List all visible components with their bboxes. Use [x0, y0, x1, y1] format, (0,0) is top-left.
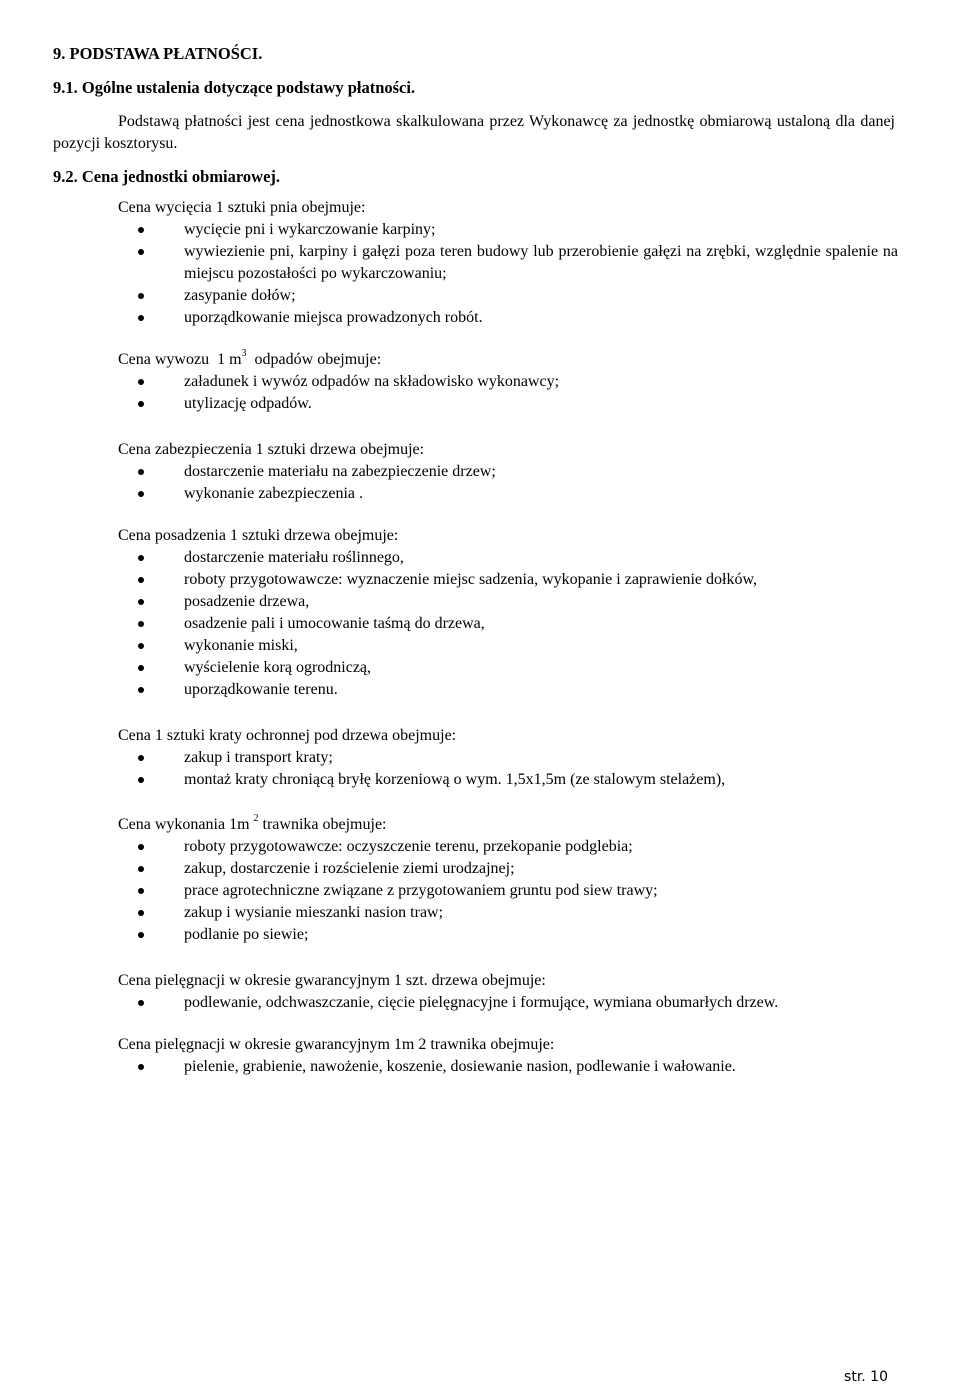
item-list: [118, 1056, 898, 1078]
intro-paragraph: Podstawą płatności jest cena jednostkowa skalkulowana przez Wykonawcę za jednostkę obmiarową ustaloną dla danej pozycji kosztorysu.: [53, 113, 895, 152]
price-section-stump-removal: [118, 197, 898, 329]
list-item: załadunek i wywóz odpadów na składowisko wykonawcy;: [118, 371, 898, 393]
price-section-tree-protection: [118, 439, 898, 505]
list-item: roboty przygotowawcze: wyznaczenie miejsc sadzenia, wykopanie i zaprawienie dołków,: [118, 569, 898, 591]
bullet-icon: [138, 249, 144, 255]
subsection-heading-general: 9.1. Ogólne ustalenia dotyczące podstawy płatności.: [53, 78, 416, 97]
subsection-heading-unit-price: 9.2. Cena jednostki obmiarowej.: [53, 167, 281, 186]
item-list: [118, 371, 898, 415]
bullet-icon: [138, 315, 144, 321]
item-list: [118, 219, 898, 329]
item-list: [118, 747, 898, 791]
bullet-icon: [138, 910, 144, 916]
bullet-icon: [138, 643, 144, 649]
section-title: Cena wywozu 1 $m^3$ odpadów obejmuje:: [118, 347, 382, 368]
bullet-icon: [138, 469, 144, 475]
bullet-icon: [138, 379, 144, 385]
price-section-waste-removal: [118, 349, 898, 415]
list-item: dostarczenie materiału na zabezpieczenie drzew;: [118, 461, 898, 483]
bullet-icon: [138, 293, 144, 299]
bullet-icon: [138, 1000, 144, 1006]
bullet-icon: [138, 932, 144, 938]
bullet-icon: [138, 227, 144, 233]
item-list: [118, 547, 898, 701]
price-section-tree-maintenance: [118, 970, 898, 1014]
list-item: wyścielenie korą ogrodniczą,: [118, 657, 898, 679]
bullet-icon: [138, 777, 144, 783]
bullet-icon: [138, 491, 144, 497]
bullet-icon: [138, 577, 144, 583]
list-item: wywiezienie pni, karpiny i gałęzi poza teren budowy lub przerobienie gałęzi na zrębki, względnie spalenie na miejscu pozostałości po wykarczowaniu;: [118, 241, 898, 285]
bullet-icon: [138, 687, 144, 693]
list-item: osadzenie pali i umocowanie taśmą do drzewa,: [118, 613, 898, 635]
bullet-icon: [138, 621, 144, 627]
list-item: montaż kraty chroniącą bryłę korzeniową o wym. 1,5x1,5m (ze stalowym stelażem),: [118, 769, 898, 791]
list-item: utylizację odpadów.: [118, 393, 898, 415]
item-list: [118, 836, 898, 946]
price-section-tree-planting: [118, 525, 898, 701]
bullet-icon: [138, 755, 144, 761]
bullet-icon: [138, 1064, 144, 1070]
list-item: pielenie, grabienie, nawożenie, koszenie, dosiewanie nasion, podlewanie i wałowanie.: [118, 1056, 898, 1078]
bullet-icon: [138, 665, 144, 671]
list-item: zasypanie dołów;: [118, 285, 898, 307]
section-title: Cena pielęgnacji w okresie gwarancyjnym 1m 2 trawnika obejmuje:: [118, 1036, 555, 1053]
price-section-lawn: [118, 814, 898, 946]
bullet-icon: [138, 401, 144, 407]
section-title: Cena wycięcia 1 sztuki pnia obejmuje:: [118, 199, 366, 216]
item-list: [118, 461, 898, 505]
item-list: [118, 992, 898, 1014]
list-item: zakup i transport kraty;: [118, 747, 898, 769]
list-item: wykonanie miski,: [118, 635, 898, 657]
page-number: str. 10: [844, 1369, 888, 1385]
section-title: Cena pielęgnacji w okresie gwarancyjnym 1 szt. drzewa obejmuje:: [118, 972, 546, 989]
list-item: dostarczenie materiału roślinnego,: [118, 547, 898, 569]
bullet-icon: [138, 866, 144, 872]
section-title: Cena posadzenia 1 sztuki drzewa obejmuje:: [118, 527, 399, 544]
list-item: wykonanie zabezpieczenia .: [118, 483, 898, 505]
section-title: Cena wykonania 1m $^2$ trawnika obejmuje:: [118, 812, 387, 833]
list-item: posadzenie drzewa,: [118, 591, 898, 613]
list-item: podlanie po siewie;: [118, 924, 898, 946]
bullet-icon: [138, 599, 144, 605]
list-item: roboty przygotowawcze: oczyszczenie terenu, przekopanie podglebia;: [118, 836, 898, 858]
list-item: podlewanie, odchwaszczanie, cięcie pielęgnacyjne i formujące, wymiana obumarłych drzew.: [118, 992, 898, 1014]
section-title: Cena zabezpieczenia 1 sztuki drzewa obejmuje:: [118, 441, 425, 458]
list-item: uporządkowanie miejsca prowadzonych robót.: [118, 307, 898, 329]
section-title: Cena 1 sztuki kraty ochronnej pod drzewa obejmuje:: [118, 727, 457, 744]
list-item: zakup i wysianie mieszanki nasion traw;: [118, 902, 898, 924]
bullet-icon: [138, 888, 144, 894]
list-item: uporządkowanie terenu.: [118, 679, 898, 701]
bullet-icon: [138, 844, 144, 850]
section-heading: 9. PODSTAWA PŁATNOŚCI.: [53, 44, 263, 63]
list-item: zakup, dostarczenie i rozścielenie ziemi urodzajnej;: [118, 858, 898, 880]
price-section-tree-grate: [118, 725, 898, 791]
price-section-lawn-maintenance: [118, 1034, 898, 1078]
list-item: prace agrotechniczne związane z przygotowaniem gruntu pod siew trawy;: [118, 880, 898, 902]
list-item: wycięcie pni i wykarczowanie karpiny;: [118, 219, 898, 241]
bullet-icon: [138, 555, 144, 561]
